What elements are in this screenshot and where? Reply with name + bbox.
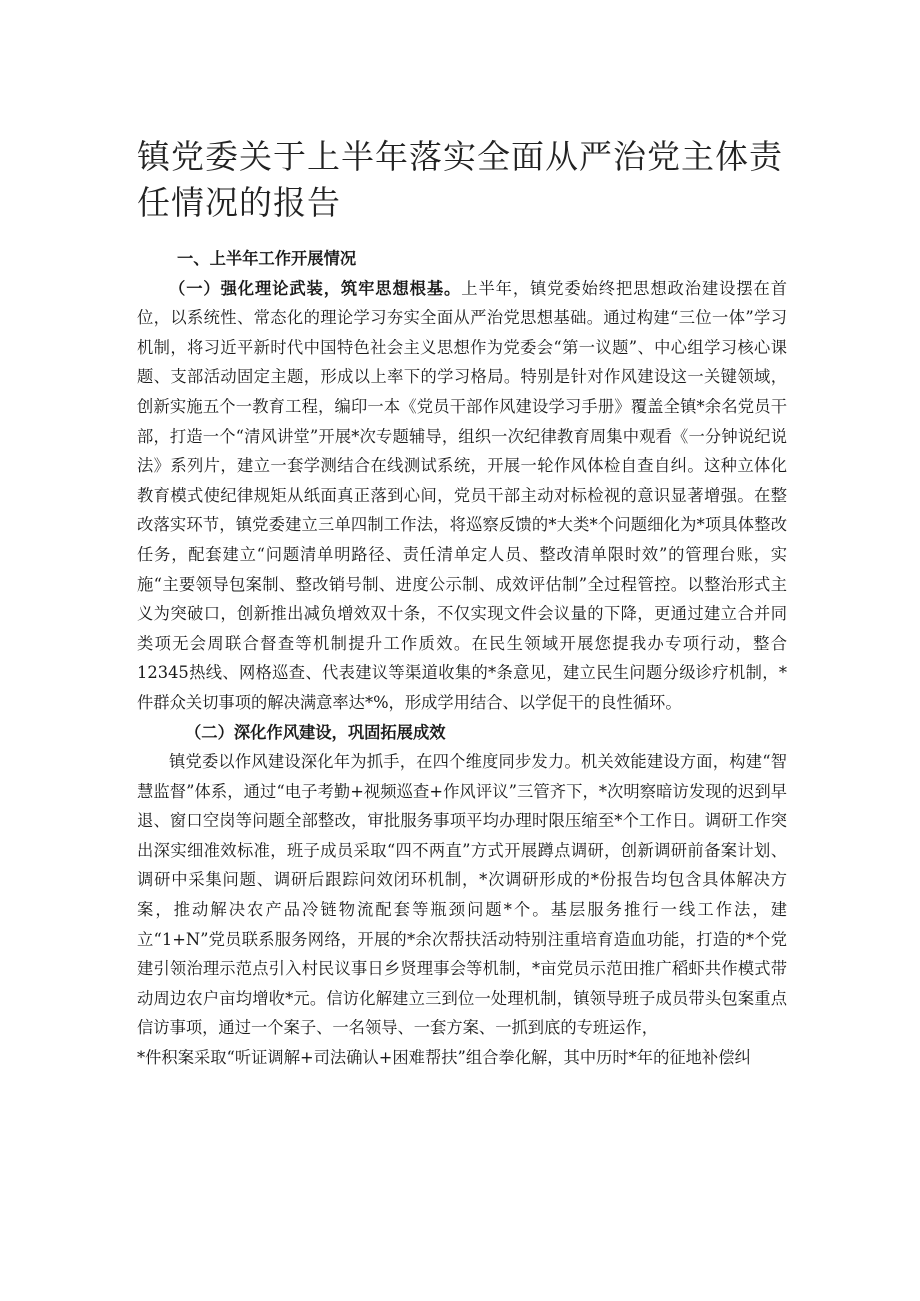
paragraph-style: 镇党委以作风建设深化年为抓手，在四个维度同步发力。机关效能建设方面，构建“智慧监督”体系，通过“电子考勤+视频巡查+作风评议”三管齐下，*次明察暗访发现的迟到早退、窗口空岗等问题全部整改，审批服务事项平均办理时限压缩至*个工作日。调研工作突出深实细准效标准，班子成员采取“四不两直”方式开展蹲点调研，创新调研前备案计划、调研中采集问题、调研后跟踪问效闭环机制，*次调研形成的*份报告均包含具体解决方案，推动解决农产品冷链物流配套等瓶颈问题*个。基层服务推行一线工作法，建立“1+N”党员联系服务网络，开展的*余次帮扶活动特别注重培育造血功能，打造的*个党建引领治理示范点引入村民议事日乡贤理事会等机制，*亩党员示范田推广稻虾共作模式带动周边农户亩均增收*元。信访化解建立三到位一处理机制，镇领导班子成员带头包案重点信访事项，通过一个案子、一名领导、一套方案、一抓到底的专班运作， bbox=[137, 752, 787, 1038]
subsection-heading: （二）深化作风建设，巩固拓展成效 bbox=[185, 722, 446, 742]
paragraph-text: 上半年，镇党委始终把思想政治建设摆在首位，以系统性、常态化的理论学习夯实全面从严治党思想基础。通过构建“三位一体”学习机制，将习近平新时代中国特色社会主义思想作为党委会“第一议题”、中心组学习核心课题、支部活动固定主题，形成以上率下的学习格局。特别是针对作风建设这一关键领域，创新实施五个一教育工程，编印一本《党员干部作风建设学习手册》覆盖全镇*余名党员干部，打造一个“清风讲堂”开展*次专题辅导，组织一次纪律教育周集中观看《一分钟说纪说法》系列片，建立一套学测结合在线测试系统，开展一轮作风体检自查自纠。这种立体化教育模式使纪律规矩从纸面真正落到心间，党员干部主动对标检视的意识显著增强。在整改落实环节，镇党委建立三单四制工作法，将巡察反馈的*大类*个问题细化为*项具体整改任务，配套建立“问题清单明路径、责任清单定人员、整改清单限时效”的管理台账，实施“主要领导包案制、整改销号制、进度公示制、成效评估制”全过程管控。以整治形式主义为突破口，创新推出减负增效双十条，不仅实现文件会议量的下降，更通过建立合并同类项无会周联合督查等机制提升工作质效。在民生领域开展您提我办专项行动，整合12345热线、网格巡查、代表建议等渠道收集的*条意见，建立民生问题分级诊疗机制，*件群众关切事项的解决满意率达*%，形成学用结合、以学促干的良性循环。 bbox=[137, 278, 787, 712]
paragraph-theory bbox=[137, 274, 787, 718]
document-body bbox=[137, 244, 787, 1073]
document-title: 镇党委关于上半年落实全面从严治党主体责任情况的报告 bbox=[137, 137, 783, 222]
subsection-heading: （一）强化理论武装，筑牢思想根基。 bbox=[169, 278, 462, 298]
section-heading: 一、上半年工作开展情况 bbox=[177, 249, 357, 268]
paragraph-continued: *件积案采取“听证调解+司法确认+困难帮扶”组合拳化解，其中历时*年的征地补偿纠 bbox=[137, 1048, 751, 1068]
